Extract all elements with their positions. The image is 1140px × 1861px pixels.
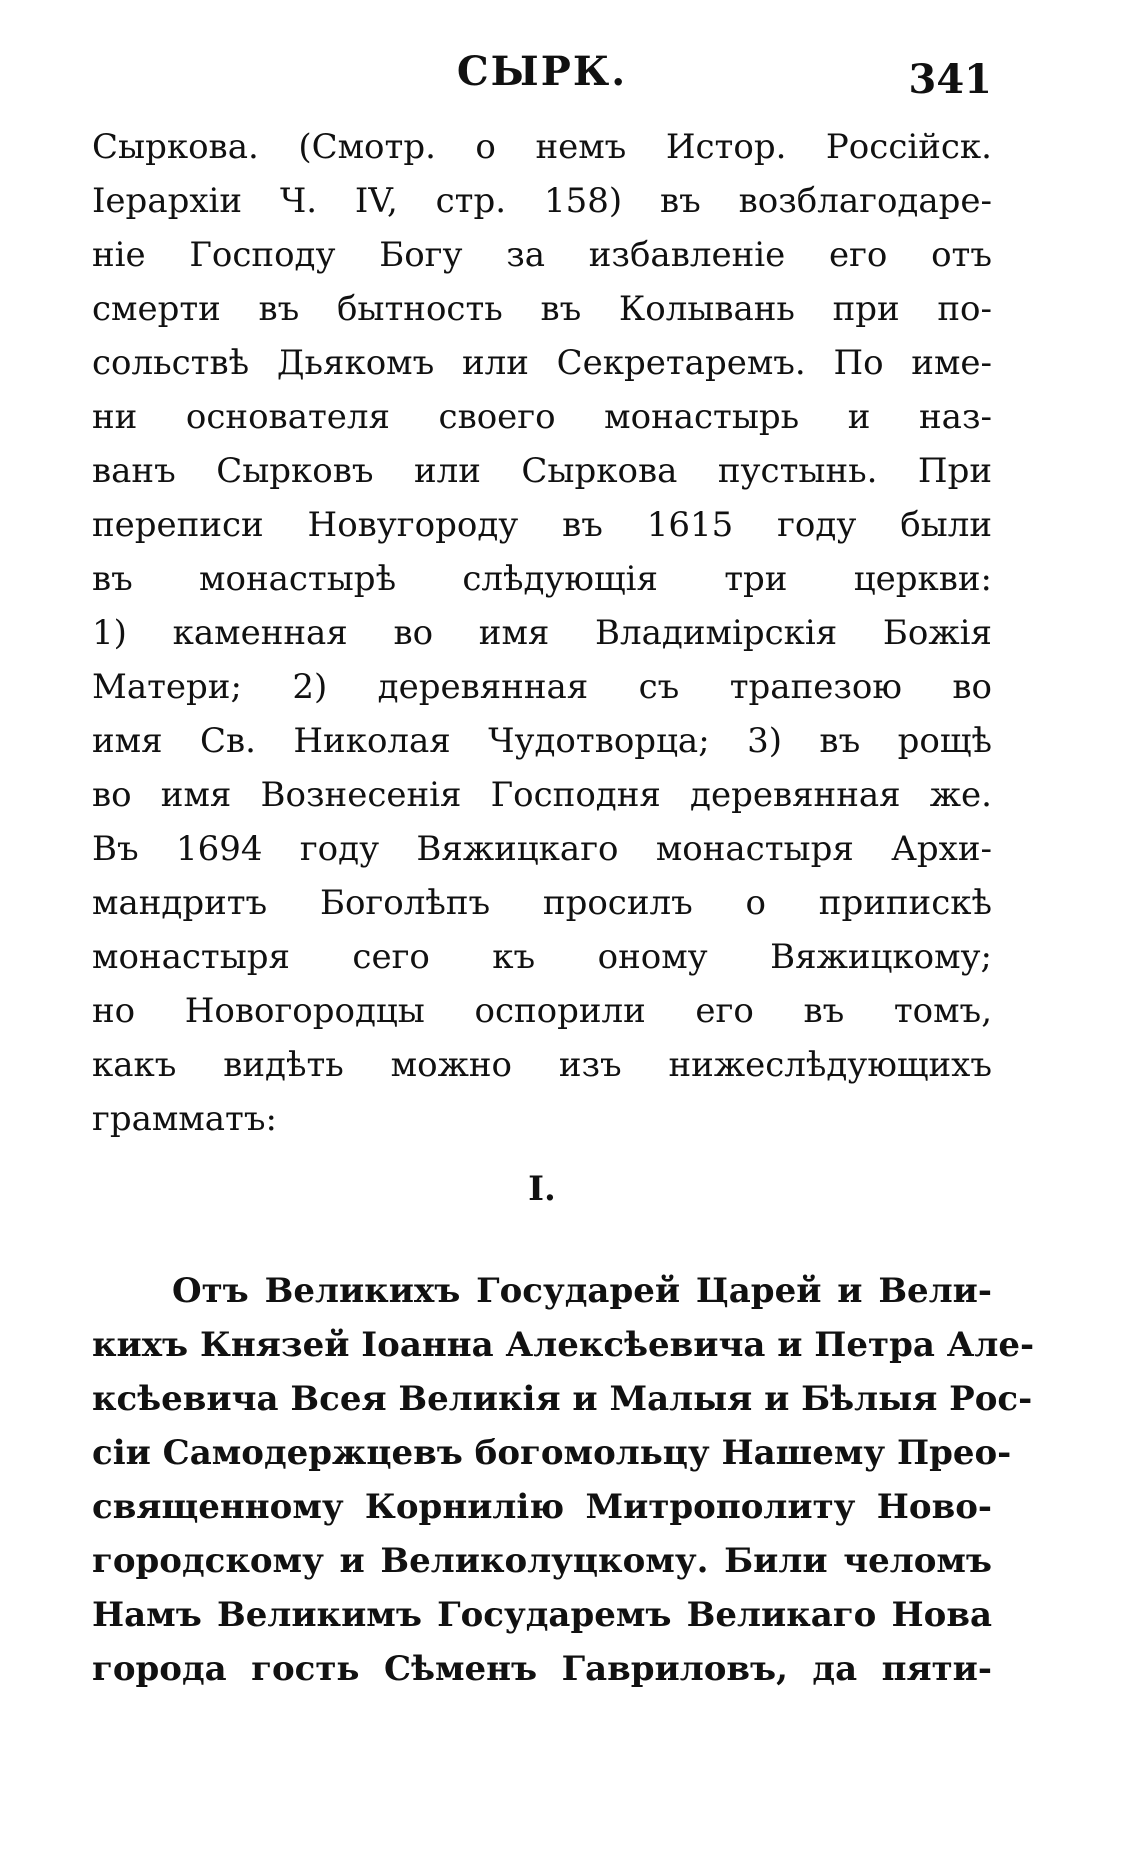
text-paragraph-2: [92, 1264, 1035, 1696]
text-line: Іерархіи Ч. IV, стр. 158) въ возблагодаре-: [92, 181, 992, 221]
text-line: сіи Самодержцевъ богомольцу Нашему Прео-: [92, 1433, 1012, 1473]
text-line: священному Корнилію Митрополиту Ново-: [92, 1487, 992, 1527]
text-line: грамматъ:: [92, 1099, 277, 1139]
running-head: [92, 40, 992, 120]
page-number: 341: [908, 56, 992, 103]
text-line: Матери; 2) деревянная съ трапезою во: [92, 667, 992, 707]
running-title: СЫРК.: [456, 48, 628, 95]
text-line: сольствѣ Дьякомъ или Секретаремъ. По име-: [92, 343, 992, 383]
text-line: но Новогородцы оспорили его въ томъ,: [92, 991, 992, 1031]
text-line: ни основателя своего монастырь и наз-: [92, 397, 992, 437]
text-line: ніе Господу Богу за избавленіе его отъ: [92, 235, 992, 275]
text-line: переписи Новугороду въ 1615 году были: [92, 505, 992, 545]
text-line: какъ видѣть можно изъ нижеслѣдующихъ: [92, 1045, 992, 1085]
text-line: во имя Вознесенія Господня деревянная же.: [92, 775, 992, 815]
text-line: городскому и Великолуцкому. Били челомъ: [92, 1541, 992, 1581]
text-line: мандритъ Боголѣпъ просилъ о припискѣ: [92, 883, 992, 923]
text-line: смерти въ бытность въ Колывань при по-: [92, 289, 992, 329]
text-line: Сыркова. (Смотр. о немъ Истор. Россійск.: [92, 127, 992, 167]
text-line: ванъ Сырковъ или Сыркова пустынь. При: [92, 451, 992, 491]
text-line: ксѣевича Всея Великія и Малыя и Бѣлыя Рос-: [92, 1379, 1033, 1419]
text-line: имя Св. Николая Чудотворца; 3) въ рощѣ: [92, 721, 992, 761]
text-line: Намъ Великимъ Государемъ Великаго Нова: [92, 1595, 992, 1635]
text-line: монастыря сего къ оному Вяжицкому;: [92, 937, 992, 977]
text-line: въ монастырѣ слѣдующія три церкви:: [92, 559, 992, 599]
book-page: [92, 40, 1035, 1696]
text-line: Въ 1694 году Вяжицкаго монастыря Архи-: [92, 829, 992, 869]
text-line: кихъ Князей Іоанна Алексѣевича и Петра Але-: [92, 1325, 1035, 1365]
text-line: Отъ Великихъ Государей Царей и Вели-: [172, 1271, 992, 1311]
section-number: I.: [528, 1169, 556, 1209]
text-line: города гость Сѣменъ Гавриловъ, да пяти-: [92, 1649, 992, 1689]
text-line: 1) каменная во имя Владимірскія Божія: [92, 613, 992, 653]
text-paragraph-1: [92, 120, 992, 1146]
